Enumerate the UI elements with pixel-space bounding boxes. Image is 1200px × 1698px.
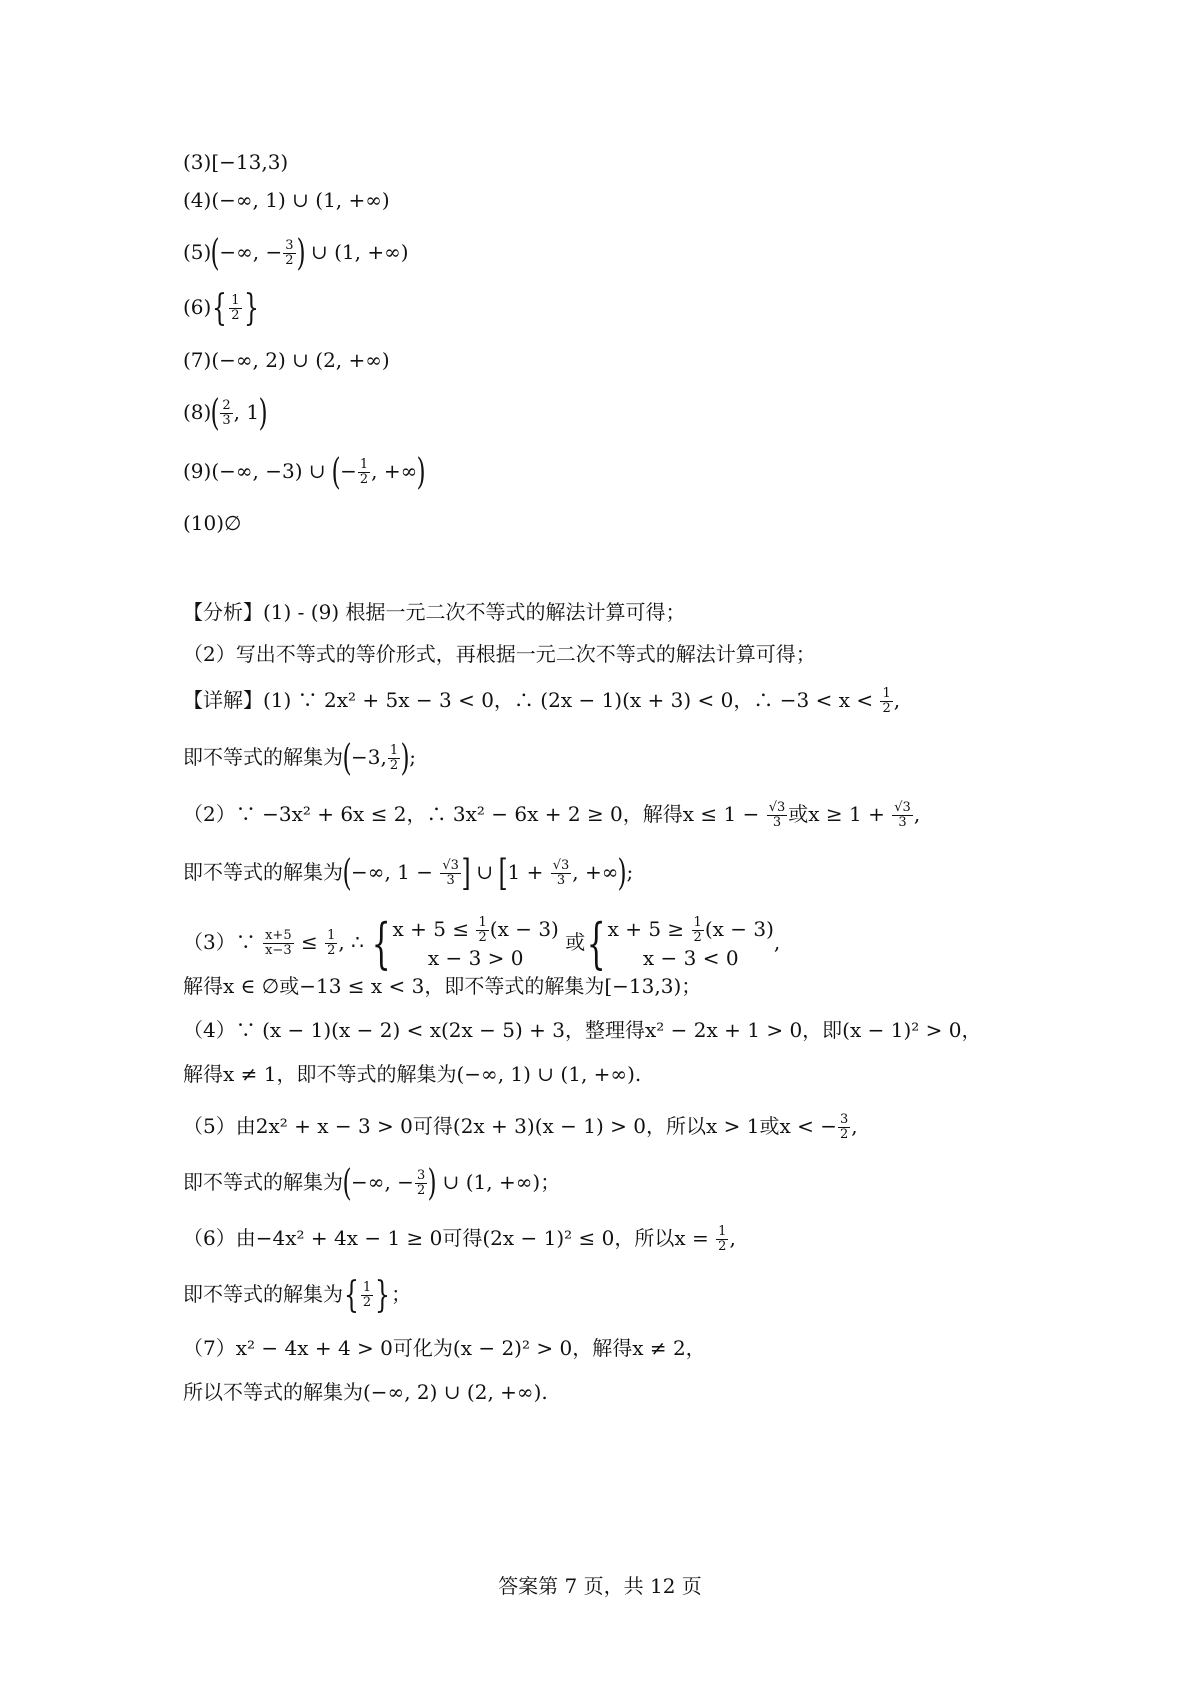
detail-2-solution: 即不等式的解集为(−∞, 1 − $\frac{√3}{3}$ ] ∪ [1 + $\frac{√3}{3}$ , +∞); bbox=[183, 852, 634, 894]
answer-3: (3)[−13,3) bbox=[183, 150, 289, 174]
page-footer: 答案第 7 页，共 12 页 bbox=[498, 1574, 702, 1598]
answer-8: (8)( $\frac{2}{3}$ , 1) bbox=[183, 392, 268, 434]
detail-4-solution: 解得x ≠ 1，即不等式的解集为(−∞, 1) ∪ (1, +∞). bbox=[183, 1062, 642, 1086]
answer-6: (6){ $\frac{1}{2}$ } bbox=[183, 287, 259, 329]
detail-4: （4）∵ (x − 1)(x − 2) < x(2x − 5) + 3，整理得x² − 2x + 1 > 0，即(x − 1)² > 0， bbox=[183, 1018, 982, 1042]
detail-5: （5）由2x² + x − 3 > 0可得(2x + 3)(x − 1) > 0，所以x > 1或x < − $\frac{3}{2}$ , bbox=[183, 1112, 858, 1142]
detail-3: （3）∵ $\frac{x+5}{x-3}$ ≤ $\frac{1}{2}$ , ∴ { x + 5 ≤ $\frac{1}{2}$ (x − 3) x − 3 > 0 或 { x + 5 ≥ $\frac{1}{2}$ (x − 3) x − 3 < 0 , bbox=[183, 911, 781, 975]
analysis-line-2: （2）写出不等式的等价形式，再根据一元二次不等式的解法计算可得； bbox=[183, 642, 816, 666]
answer-4: (4)(−∞, 1) ∪ (1, +∞) bbox=[183, 188, 390, 212]
detail-3-solution: 解得x ∈ ∅或−13 ≤ x < 3，即不等式的解集为[−13,3)； bbox=[183, 974, 702, 998]
detail-7: （7）x² − 4x + 4 > 0可化为(x − 2)² > 0，解得x ≠ 2， bbox=[183, 1336, 706, 1360]
answer-7: (7)(−∞, 2) ∪ (2, +∞) bbox=[183, 348, 390, 372]
detail-1-solution: 即不等式的解集为(−3, $\frac{1}{2}$ ); bbox=[183, 737, 416, 779]
detail-5-solution: 即不等式的解集为(−∞, − $\frac{3}{2}$ ) ∪ (1, +∞)； bbox=[183, 1162, 561, 1204]
detail-6-solution: 即不等式的解集为{ $\frac{1}{2}$ }； bbox=[183, 1274, 412, 1316]
answer-10: (10)∅ bbox=[183, 511, 242, 535]
analysis-line-1: 【分析】(1) - (9) 根据一元二次不等式的解法计算可得； bbox=[183, 600, 686, 624]
detail-6: （6）由−4x² + 4x − 1 ≥ 0可得(2x − 1)² ≤ 0，所以x = $\frac{1}{2}$ , bbox=[183, 1224, 736, 1254]
answer-9: (9)(−∞, −3) ∪ (− $\frac{1}{2}$ , +∞) bbox=[183, 451, 426, 493]
detail-7-solution: 所以不等式的解集为(−∞, 2) ∪ (2, +∞). bbox=[183, 1380, 548, 1404]
detail-1: 【详解】(1) ∵ 2x² + 5x − 3 < 0，∴ (2x − 1)(x + 3) < 0，∴ −3 < x < $\frac{1}{2}$ , bbox=[183, 686, 901, 716]
detail-2: （2）∵ −3x² + 6x ≤ 2，∴ 3x² − 6x + 2 ≥ 0，解得x ≤ 1 − $\frac{√3}{3}$ 或x ≥ 1 + $\frac{√3}{3}$ , bbox=[183, 800, 921, 830]
answer-5: (5)(−∞, − $\frac{3}{2}$ ) ∪ (1, +∞) bbox=[183, 232, 409, 274]
